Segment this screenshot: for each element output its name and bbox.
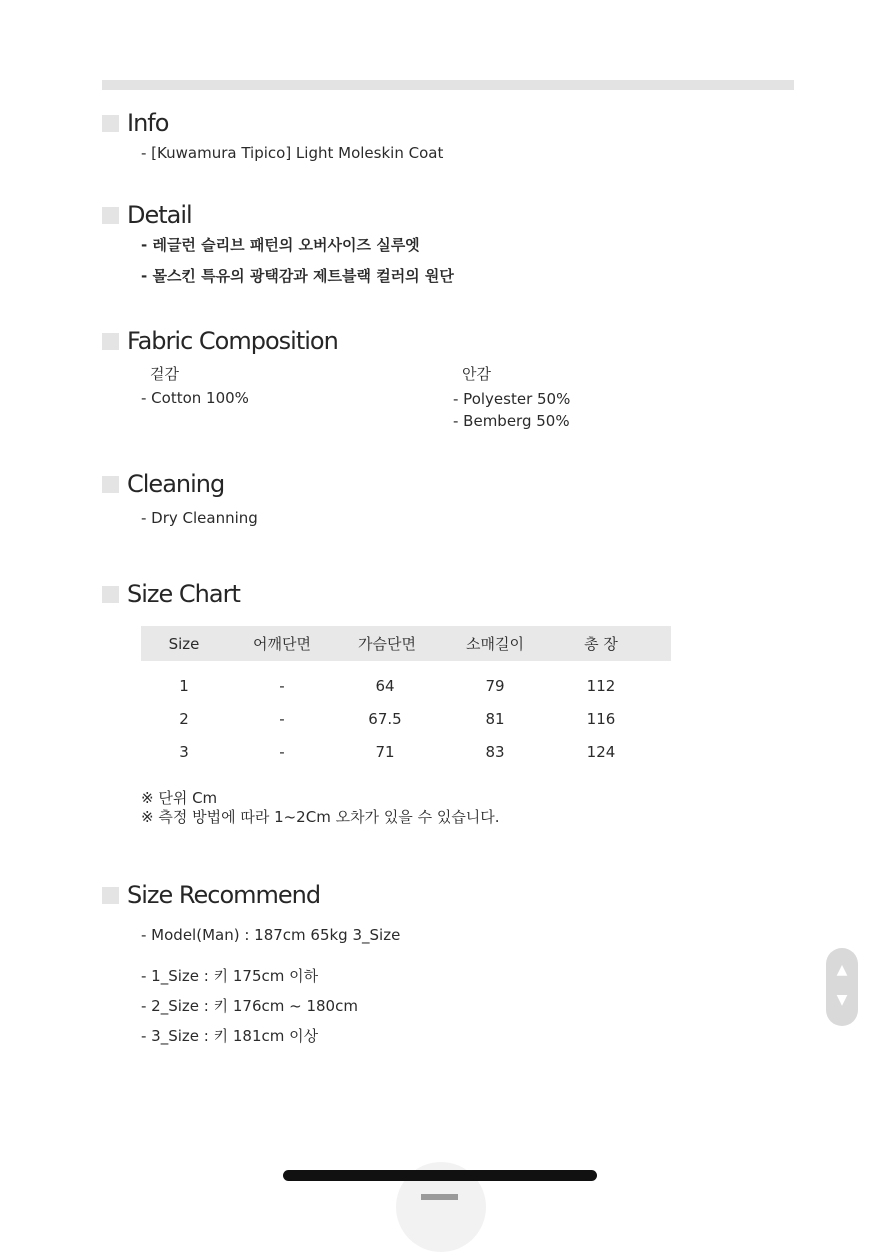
bullet-square-icon bbox=[102, 586, 119, 603]
size-recommend-1: - 1_Size : 키 175cm 이하 bbox=[141, 967, 319, 985]
size-recommend-title: Size Recommend bbox=[127, 881, 321, 909]
table-cell: 64 bbox=[375, 677, 395, 695]
detail-title: Detail bbox=[127, 201, 192, 229]
table-cell: - bbox=[279, 677, 285, 695]
bullet-square-icon bbox=[102, 333, 119, 350]
table-cell: 81 bbox=[485, 710, 505, 728]
detail-section-header bbox=[102, 200, 192, 230]
table-header-size: Size bbox=[168, 635, 200, 653]
table-header-chest: 가슴단면 bbox=[358, 635, 416, 653]
fabric-inner-item-2: - Bemberg 50% bbox=[453, 412, 570, 430]
info-title: Info bbox=[127, 109, 169, 137]
top-divider-bar bbox=[102, 80, 794, 90]
cleaning-section-header bbox=[102, 469, 224, 499]
table-cell: 3 bbox=[179, 743, 189, 761]
table-cell: 112 bbox=[586, 677, 616, 695]
size-recommend-2: - 2_Size : 키 176cm ~ 180cm bbox=[141, 997, 358, 1015]
fabric-outer-item: - Cotton 100% bbox=[141, 389, 249, 407]
size-recommend-model: - Model(Man) : 187cm 65kg 3_Size bbox=[141, 926, 401, 944]
table-header-length: 총 장 bbox=[584, 635, 618, 653]
table-header-sleeve: 소매길이 bbox=[466, 635, 524, 653]
table-cell: 67.5 bbox=[368, 710, 402, 728]
bullet-square-icon bbox=[102, 476, 119, 493]
chevron-up-icon[interactable]: ▲ bbox=[836, 962, 848, 978]
size-chart-title: Size Chart bbox=[127, 580, 240, 608]
info-product-name: - [Kuwamura Tipico] Light Moleskin Coat bbox=[141, 144, 444, 162]
menu-icon bbox=[421, 1194, 458, 1200]
fabric-inner-label: 안감 bbox=[462, 365, 491, 383]
table-cell: 1 bbox=[179, 677, 189, 695]
fabric-section-header bbox=[102, 326, 338, 356]
size-note-unit: ※ 단위 Cm bbox=[141, 789, 218, 807]
detail-line-2: - 몰스킨 특유의 광택감과 제트블랙 컬러의 원단 bbox=[141, 267, 454, 285]
table-cell: 83 bbox=[485, 743, 505, 761]
size-chart-section-header bbox=[102, 579, 240, 609]
scroll-control[interactable] bbox=[826, 948, 858, 1026]
fabric-inner-item-1: - Polyester 50% bbox=[453, 390, 571, 408]
info-section-header bbox=[102, 108, 168, 138]
bullet-square-icon bbox=[102, 115, 119, 132]
table-cell: - bbox=[279, 743, 285, 761]
table-cell: 2 bbox=[179, 710, 189, 728]
table-header-shoulder: 어깨단면 bbox=[253, 635, 311, 653]
table-cell: 71 bbox=[375, 743, 395, 761]
fabric-title: Fabric Composition bbox=[127, 327, 338, 355]
bullet-square-icon bbox=[102, 887, 119, 904]
bullet-square-icon bbox=[102, 207, 119, 224]
chevron-down-icon[interactable]: ▼ bbox=[836, 992, 848, 1008]
table-cell: 116 bbox=[586, 710, 616, 728]
table-cell: - bbox=[279, 710, 285, 728]
table-cell: 124 bbox=[586, 743, 616, 761]
detail-line-1: - 레글런 슬리브 패턴의 오버사이즈 실루엣 bbox=[141, 236, 420, 254]
fabric-outer-label: 겉감 bbox=[150, 365, 179, 383]
size-recommend-section-header bbox=[102, 880, 320, 910]
size-recommend-3: - 3_Size : 키 181cm 이상 bbox=[141, 1027, 319, 1045]
cleaning-title: Cleaning bbox=[127, 470, 225, 498]
home-indicator[interactable] bbox=[283, 1170, 597, 1181]
table-cell: 79 bbox=[485, 677, 505, 695]
size-note-tolerance: ※ 측정 방법에 따라 1~2Cm 오차가 있을 수 있습니다. bbox=[141, 808, 500, 826]
cleaning-line: - Dry Cleanning bbox=[141, 509, 258, 527]
